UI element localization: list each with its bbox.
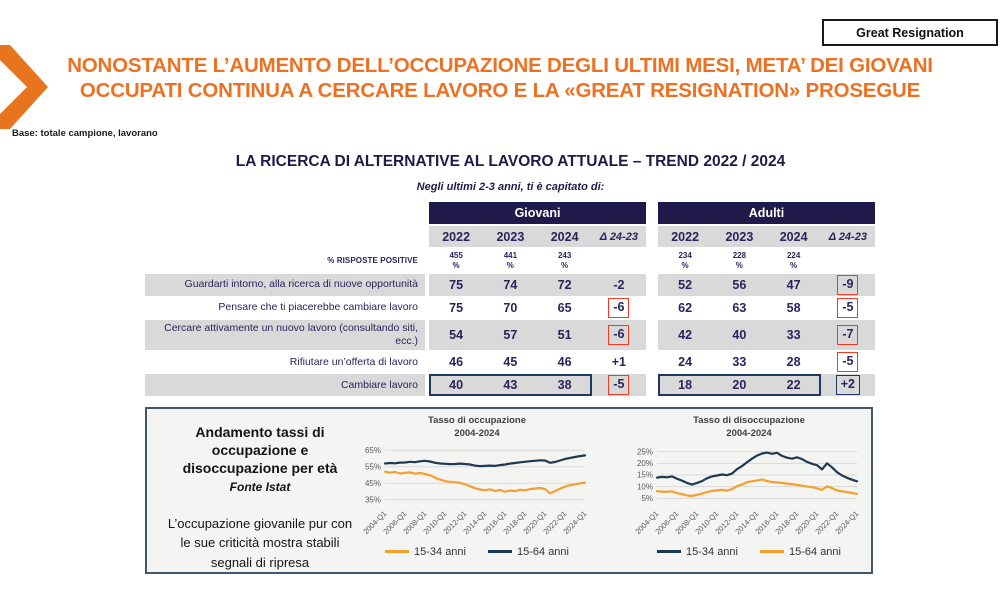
base-note: Base: totale campione, lavorano: [12, 128, 158, 139]
value-cell: 45: [503, 355, 518, 370]
legend-item: [488, 546, 569, 558]
value-cell: 18: [678, 378, 693, 393]
value-cell: 56: [732, 278, 747, 292]
x-tick-label: 2004-Q1: [361, 508, 389, 536]
delta-cell: +1: [611, 355, 626, 370]
delta-red-box: -5: [837, 298, 858, 318]
value-cell: 54: [449, 328, 464, 343]
y-tick-label: 25%: [636, 446, 653, 456]
delta-cell: [821, 297, 875, 319]
infobox-source: Fonte Istat: [229, 479, 291, 494]
chart-plot: [353, 441, 601, 546]
y-tick-label: 20%: [636, 458, 653, 468]
delta-navy-box: +2: [836, 375, 860, 395]
delta-cell: -2: [613, 278, 625, 292]
delta-red-box: -9: [837, 275, 858, 295]
value-group: [429, 297, 646, 319]
x-tick-label: 2016-Q1: [481, 508, 509, 536]
x-tick-label: 2004-Q1: [633, 508, 661, 536]
year-col: 2024: [550, 229, 579, 244]
chart-legend: [625, 546, 873, 558]
slide-title: [30, 53, 970, 103]
y-tick-label: 5%: [641, 493, 653, 503]
x-tick-label: 2016-Q1: [753, 508, 781, 536]
y-tick-label: 65%: [364, 445, 381, 455]
legend-label: 15-64 anni: [789, 545, 841, 558]
x-tick-label: 2010-Q1: [421, 508, 449, 536]
base-size: 243 %: [557, 251, 572, 270]
legend-swatch: [760, 550, 784, 554]
delta-cell: [592, 297, 646, 319]
y-tick-label: 55%: [364, 461, 381, 471]
value-cell: 62: [678, 301, 693, 315]
line-chart-svg: [625, 441, 873, 541]
year-col: 2022: [671, 229, 700, 244]
delta-cell: [592, 320, 646, 350]
x-tick-label: 2014-Q1: [733, 508, 761, 536]
base-size: 234 %: [678, 251, 692, 270]
infobox-text: [161, 423, 359, 572]
base-size: 228 %: [732, 251, 747, 270]
delta-cell: [592, 374, 646, 396]
row-label: Rifiutare un’offerta di lavoro: [289, 355, 418, 368]
x-tick-label: 2022-Q1: [813, 508, 841, 536]
value-cell: 24: [678, 355, 693, 370]
value-group: [429, 374, 646, 396]
table-body: [145, 274, 876, 396]
value-cell: 42: [678, 328, 693, 343]
value-cell: 22: [786, 378, 801, 393]
value-cell: 51: [557, 328, 572, 343]
value-cell: 75: [449, 278, 464, 292]
legend-item: [385, 546, 466, 558]
base-row-label: % RISPOSTE POSITIVE: [327, 256, 418, 265]
x-tick-label: 2024-Q1: [833, 508, 861, 536]
y-tick-label: 15%: [636, 470, 653, 480]
x-tick-label: 2008-Q1: [673, 508, 701, 536]
table-row: [145, 374, 876, 396]
year-col: 2023: [496, 229, 525, 244]
value-cell: 72: [557, 278, 572, 292]
x-tick-label: 2010-Q1: [693, 508, 721, 536]
x-tick-label: 2024-Q1: [561, 508, 589, 536]
chart-plot: [625, 441, 873, 546]
y-tick-label: 10%: [636, 481, 653, 491]
great-resignation-badge: [822, 19, 998, 46]
y-tick-label: 45%: [364, 478, 381, 488]
value-group: [429, 320, 646, 350]
base-size: 224 %: [786, 251, 801, 270]
year-col: 2024: [779, 229, 808, 244]
delta-red-box: -7: [837, 325, 858, 345]
row-label: Cambiare lavoro: [145, 374, 425, 396]
legend-label: 15-64 anni: [517, 545, 569, 558]
row-label: Cercare attivamente un nuovo lavoro (consultando siti, ecc.): [145, 320, 425, 350]
chart-disoccupazione: [625, 415, 873, 558]
delta-red-box: -6: [608, 325, 629, 345]
value-cell: 40: [449, 378, 464, 393]
legend-swatch: [385, 550, 409, 554]
row-label: Pensare che ti piacerebbe cambiare lavoro: [218, 301, 418, 314]
value-cell: 75: [449, 301, 464, 315]
legend-label: 15-34 anni: [414, 545, 466, 558]
value-cell: 58: [786, 301, 801, 315]
x-tick-label: 2012-Q1: [441, 508, 469, 536]
value-cell: 46: [557, 355, 572, 370]
x-tick-label: 2018-Q1: [773, 508, 801, 536]
value-cell: 38: [557, 378, 572, 393]
istat-infobox: [145, 407, 873, 574]
y-tick-label: 35%: [364, 494, 381, 504]
legend-swatch: [657, 550, 681, 554]
table-subtitle: Negli ultimi 2-3 anni, ti è capitato di:: [416, 181, 605, 193]
chart-legend: [353, 546, 601, 558]
infobox-body: L’occupazione giovanile pur con le sue criticità mostra stabili segnali di ripresa: [167, 515, 353, 570]
value-cell: 74: [503, 278, 518, 292]
value-group: [658, 351, 875, 373]
table-row: [145, 320, 876, 350]
value-cell: 43: [503, 378, 518, 393]
legend-swatch: [488, 550, 512, 554]
value-cell: 47: [786, 278, 801, 292]
trend-table: [145, 202, 876, 397]
row-label: Guardarti intorno, alla ricerca di nuove opportunità: [145, 274, 425, 296]
value-group: [658, 274, 875, 296]
chart-title: Tasso di disoccupazione 2004-2024: [693, 415, 805, 439]
value-cell: 46: [449, 355, 464, 370]
value-cell: 20: [732, 378, 747, 393]
delta-red-box: -5: [837, 352, 858, 372]
value-group: [658, 320, 875, 350]
table-row: [145, 351, 876, 373]
x-tick-label: 2020-Q1: [521, 508, 549, 536]
line-series-15-34-anni: [385, 471, 585, 493]
table-row: [145, 297, 876, 319]
base-size: 455 %: [449, 251, 463, 270]
value-cell: 57: [503, 328, 518, 343]
value-group: [429, 351, 646, 373]
x-tick-label: 2006-Q1: [653, 508, 681, 536]
table-title: LA RICERCA DI ALTERNATIVE AL LAVORO ATTUALE – TREND 2022 / 2024: [235, 153, 786, 170]
x-tick-label: 2006-Q1: [381, 508, 409, 536]
legend-item: [657, 546, 738, 558]
table-group-header-row: [145, 202, 876, 224]
delta-cell: [821, 320, 875, 350]
delta-red-box: -6: [608, 298, 629, 318]
year-col: 2022: [442, 229, 471, 244]
value-group: [429, 274, 646, 296]
table-years-row: [145, 226, 876, 247]
slide-title-line1: NONOSTANTE L’AUMENTO DELL’OCCUPAZIONE DEGLI ULTIMI MESI, META’ DEI GIOVANI: [67, 54, 933, 77]
line-series-15-64-anni: [385, 455, 585, 466]
value-cell: 63: [732, 301, 747, 315]
value-group: [658, 374, 875, 396]
legend-item: [760, 546, 841, 558]
chart-occupazione: [353, 415, 601, 558]
x-tick-label: 2022-Q1: [541, 508, 569, 536]
value-cell: 52: [678, 278, 693, 292]
x-tick-label: 2020-Q1: [793, 508, 821, 536]
table-row: [145, 274, 876, 296]
group-header-giovani: Giovani: [429, 202, 646, 224]
legend-label: 15-34 anni: [686, 545, 738, 558]
value-cell: 28: [786, 355, 801, 370]
x-tick-label: 2012-Q1: [713, 508, 741, 536]
delta-col: Δ 24-23: [828, 230, 867, 243]
value-cell: 65: [557, 301, 572, 315]
slide-title-line2: OCCUPATI CONTINUA A CERCARE LAVORO E LA «GREAT RESIGNATION» PROSEGUE: [79, 79, 921, 102]
delta-red-box: -5: [608, 375, 629, 395]
value-cell: 70: [503, 301, 518, 315]
delta-cell: [821, 351, 875, 373]
chart-title: Tasso di occupazione 2004-2024: [427, 415, 526, 439]
value-cell: 40: [732, 328, 747, 343]
value-group: [658, 297, 875, 319]
delta-cell: [821, 274, 875, 296]
line-chart-svg: [353, 441, 601, 541]
x-tick-label: 2008-Q1: [401, 508, 429, 536]
delta-cell: [821, 374, 875, 396]
delta-col: Δ 24-23: [599, 230, 638, 243]
x-tick-label: 2014-Q1: [461, 508, 489, 536]
value-cell: 33: [786, 328, 801, 343]
badge-label: Great Resignation: [856, 25, 964, 40]
value-cell: 33: [732, 355, 747, 370]
base-size: 441 %: [503, 251, 518, 270]
table-base-row: [145, 249, 876, 273]
infobox-heading: Andamento tassi di occupazione e disoccupazione per età: [182, 424, 338, 477]
group-header-adulti: Adulti: [658, 202, 875, 224]
year-col: 2023: [725, 229, 754, 244]
x-tick-label: 2018-Q1: [501, 508, 529, 536]
